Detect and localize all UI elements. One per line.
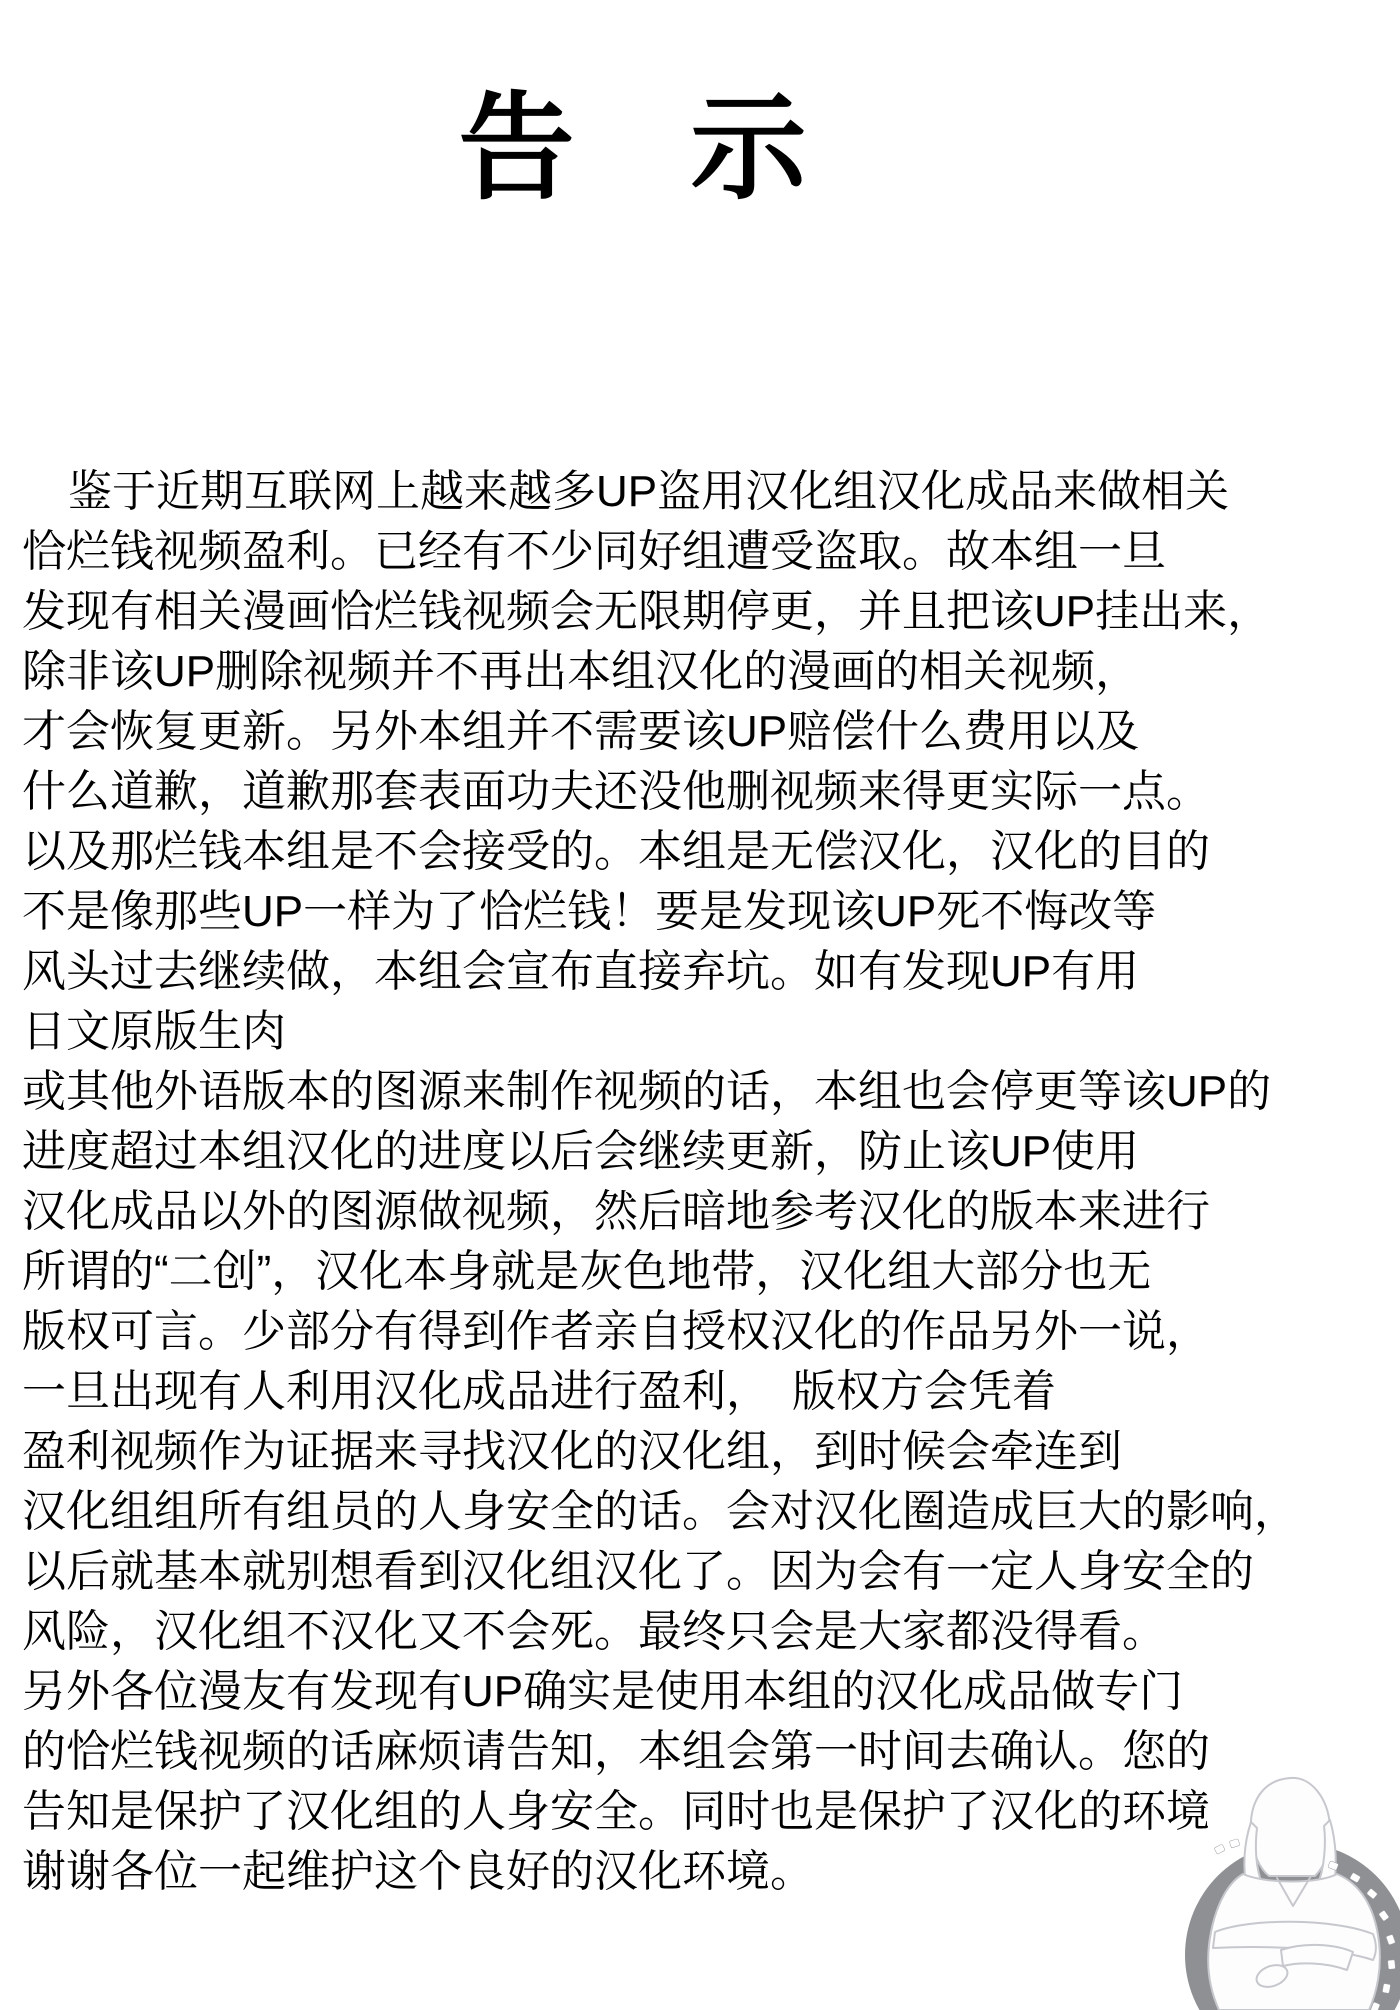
notice-line: 汉化成品以外的图源做视频，然后暗地参考汉化的版本来进行 (22, 1187, 1210, 1236)
notice-body (22, 462, 1396, 1902)
notice-line: 鉴于近期互联网上越来越多UP盗用汉化组汉化成品来做相关 (68, 467, 1230, 516)
notice-line: 盈利视频作为证据来寻找汉化的汉化组，到时候会牵连到 (22, 1427, 1122, 1476)
notice-line: 告知是保护了汉化组的人身安全。同时也是保护了汉化的环境 (22, 1787, 1210, 1836)
notice-line: 不是像那些UP一样为了恰烂钱！要是发现该UP死不悔改等 (22, 887, 1157, 936)
notice-line: 风头过去继续做，本组会宣布直接弃坑。如有发现UP有用 (22, 947, 1140, 996)
notice-line: 什么道歉，道歉那套表面功夫还没他删视频来得更实际一点。 (22, 767, 1210, 816)
notice-line: 谢谢各位一起维护这个良好的汉化环境。 (22, 1847, 814, 1896)
notice-line: 以后就基本就别想看到汉化组汉化了。因为会有一定人身安全的 (22, 1547, 1254, 1596)
notice-line: 版权可言。少部分有得到作者亲自授权汉化的作品另外一说， (22, 1307, 1210, 1356)
notice-line: 所谓的“二创”，汉化本身就是灰色地带，汉化组大部分也无 (22, 1247, 1152, 1296)
logo-character-icon (1208, 1778, 1380, 2010)
notice-line: 汉化组组所有组员的人身安全的话。会对汉化圈造成巨大的影响， (22, 1487, 1298, 1536)
notice-line: 或其他外语版本的图源来制作视频的话，本组也会停更等该UP的 (22, 1067, 1272, 1116)
notice-line: 风险，汉化组不汉化又不会死。最终只会是大家都没得看。 (22, 1607, 1166, 1656)
notice-line: 进度超过本组汉化的进度以后会继续更新，防止该UP使用 (22, 1127, 1140, 1176)
notice-title: 告 示 (458, 83, 807, 213)
notice-line: 以及那烂钱本组是不会接受的。本组是无偿汉化，汉化的目的 (22, 827, 1210, 876)
group-logo-watermark (1185, 1770, 1400, 2010)
notice-line: 除非该UP删除视频并不再出本组汉化的漫画的相关视频， (22, 647, 1140, 696)
notice-line: 日文原版生肉 (22, 1007, 286, 1056)
notice-line: 恰烂钱视频盈利。已经有不少同好组遭受盗取。故本组一旦 (22, 527, 1166, 576)
notice-line: 的恰烂钱视频的话麻烦请告知，本组会第一时间去确认。您的 (22, 1727, 1210, 1776)
notice-line: 另外各位漫友有发现有UP确实是使用本组的汉化成品做专门 (22, 1667, 1184, 1716)
notice-line: 发现有相关漫画恰烂钱视频会无限期停更，并且把该UP挂出来， (22, 587, 1272, 636)
notice-line: 一旦出现有人利用汉化成品进行盈利， 版权方会凭着 (22, 1367, 1056, 1416)
notice-line: 才会恢复更新。另外本组并不需要该UP赔偿什么费用以及 (22, 707, 1140, 756)
